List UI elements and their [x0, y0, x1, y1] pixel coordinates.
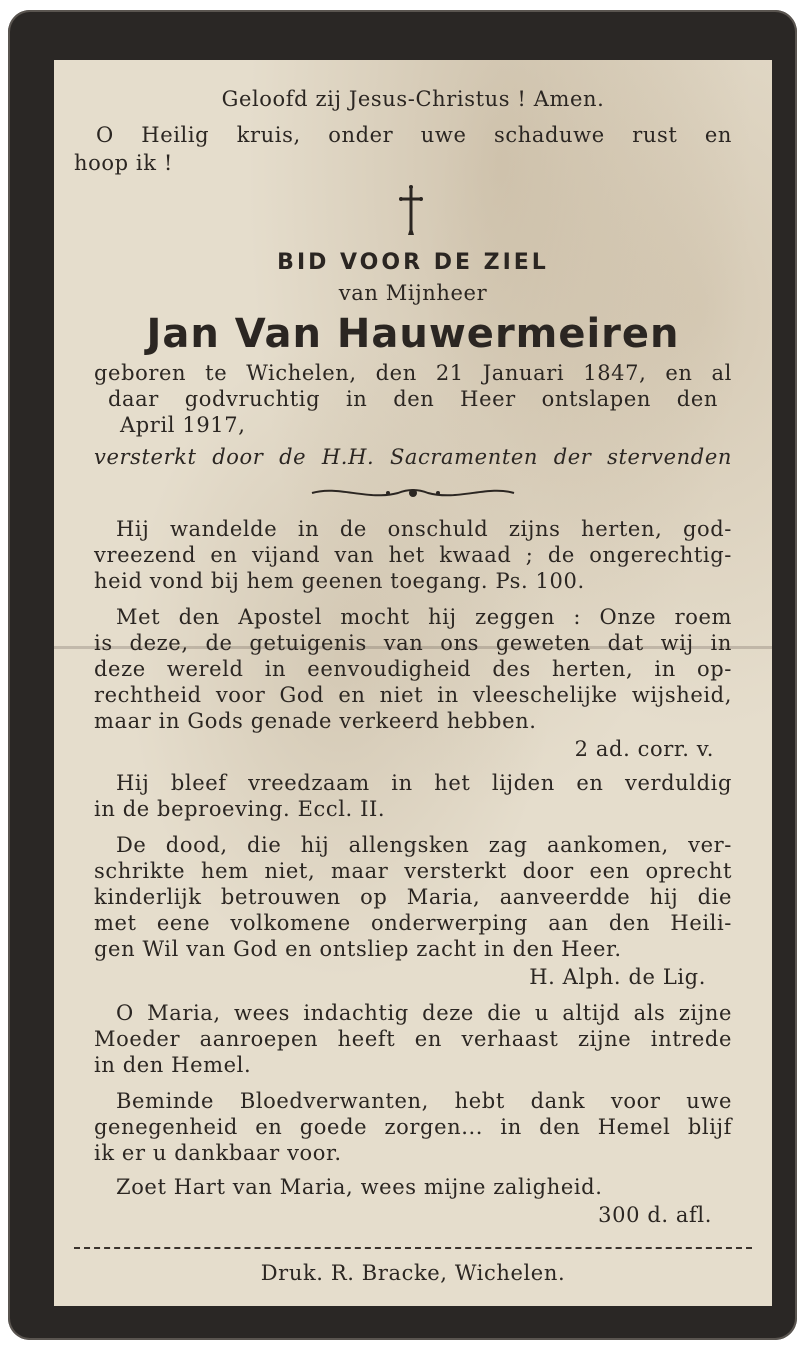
p2-line-4: rechtheid voor God en niet in vleeschelijke wijsheid,	[94, 683, 732, 707]
deceased-name: Jan Van Hauwermeiren	[146, 311, 680, 357]
header-line-1: Geloofd zij Jesus-Christus ! Amen.	[221, 87, 605, 111]
memorial-card	[8, 10, 797, 1340]
p3-line-2: in de beproeving. Eccl. II.	[94, 797, 386, 821]
p2-line-1: Met den Apostel mocht hij zeggen : Onze roem	[116, 605, 732, 629]
bid-voor-de-ziel-heading: BID VOOR DE ZIEL	[277, 250, 549, 275]
p5-line-1: O Maria, wees indachtig deze die u altijd als zijne	[116, 1001, 732, 1025]
p4-line-2: schrikte hem niet, maar versterkt door een oprecht	[94, 859, 732, 883]
p1-line-3: heid vond bij hem geenen toegang. Ps. 100.	[94, 569, 585, 593]
p4-line-5: gen Wil van God en ontsliep zacht in den Heer.	[94, 937, 622, 961]
footer-divider	[74, 1247, 752, 1249]
p7-line: Zoet Hart van Maria, wees mijne zaligheid.	[116, 1175, 603, 1199]
born-line-2: daar godvruchtig in den Heer ontslapen den	[108, 387, 718, 411]
born-line-1: geboren te Wichelen, den 21 Januari 1847, en al	[94, 361, 732, 385]
p6-line-1: Beminde Bloedverwanten, hebt dank voor uwe	[116, 1089, 732, 1113]
p4-line-3: kinderlijk betrouwen op Maria, aanveerdde hij die	[94, 885, 732, 909]
divider-ornament	[308, 485, 518, 501]
header-line-2b: hoop ik !	[74, 151, 173, 175]
p1-line-2: vreezend en vijand van het kwaad ; de ongerechtig-	[94, 543, 732, 567]
p4-reference: H. Alph. de Lig.	[529, 965, 706, 989]
p1-line-1: Hij wandelde in de onschuld zijns herten, god-	[116, 517, 732, 541]
p2-line-2: is deze, de getuigenis van ons geweten dat wij in	[94, 631, 732, 655]
van-mijnheer-line: van Mijnheer	[338, 281, 488, 305]
cross-icon	[398, 185, 424, 237]
born-line-3: April 1917,	[120, 413, 246, 437]
sacraments-line: versterkt door de H.H. Sacramenten der stervenden	[94, 445, 732, 469]
p5-line-2: Moeder aanroepen heeft en verhaast zijne intrede	[94, 1027, 732, 1051]
p4-line-4: met eene volkomene onderwerping aan den Heili-	[94, 911, 732, 935]
printer-credit: Druk. R. Bracke, Wichelen.	[260, 1261, 566, 1285]
p2-line-3: deze wereld in eenvoudigheid des herten, in op-	[94, 657, 732, 681]
p3-line-1: Hij bleef vreedzaam in het lijden en verduldig	[116, 771, 732, 795]
p2-reference: 2 ad. corr. v.	[574, 737, 714, 761]
header-line-2a: O Heilig kruis, onder uwe schaduwe rust en	[96, 123, 732, 147]
p4-line-1: De dood, die hij allengsken zag aankomen, ver-	[116, 833, 732, 857]
card-paper	[54, 60, 772, 1306]
p6-line-2: genegenheid en goede zorgen... in den Hemel blijf	[94, 1115, 732, 1139]
p2-line-5: maar in Gods genade verkeerd hebben.	[94, 709, 537, 733]
p7-reference: 300 d. afl.	[598, 1203, 712, 1227]
p5-line-3: in den Hemel.	[94, 1053, 252, 1077]
p6-line-3: ik er u dankbaar voor.	[94, 1141, 342, 1165]
